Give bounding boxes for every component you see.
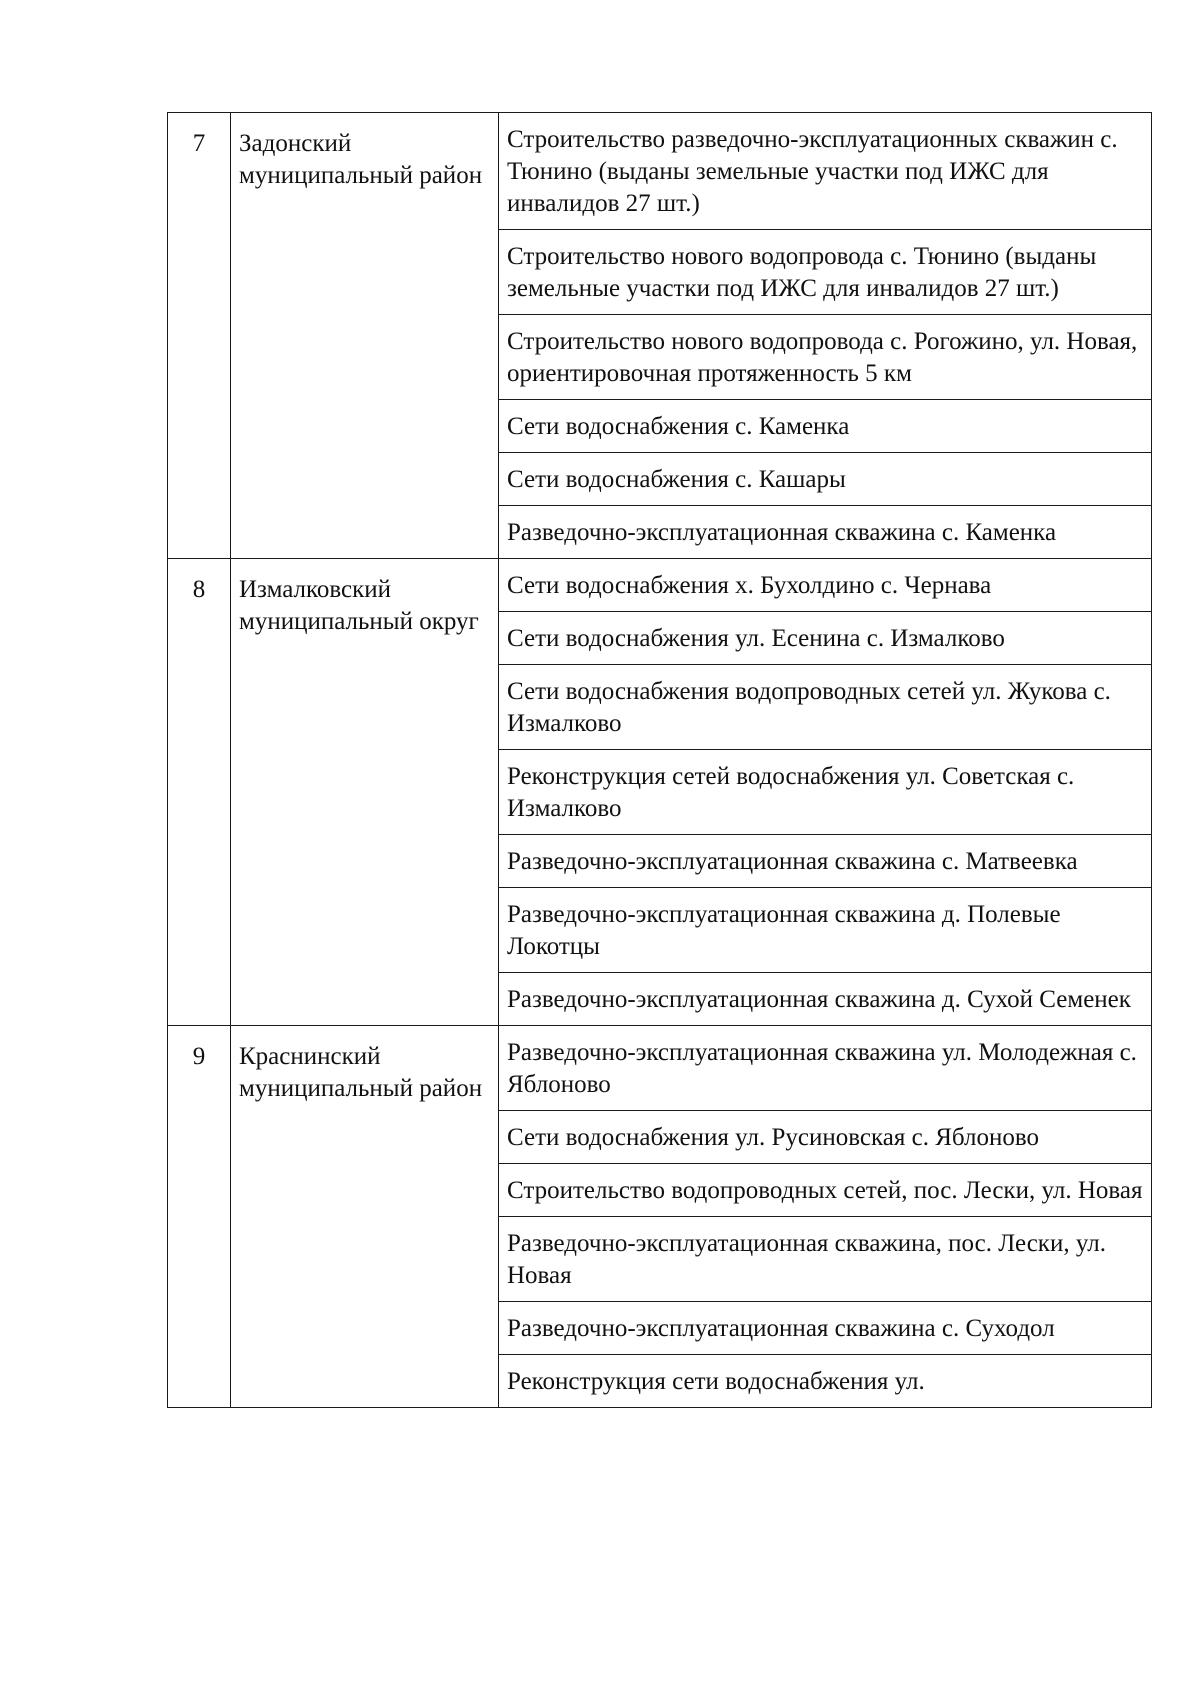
object-item: Сети водоснабжения с. Кашары bbox=[499, 453, 1152, 506]
object-item: Разведочно-эксплуатационная скважина д. Сухой Семенек bbox=[499, 973, 1152, 1026]
row-number-cell bbox=[168, 559, 231, 1026]
object-item: Сети водоснабжения водопроводных сетей ул. Жукова с. Измалково bbox=[499, 665, 1152, 750]
object-item: Реконструкция сетей водоснабжения ул. Советская с. Измалково bbox=[499, 750, 1152, 835]
object-item: Строительство нового водопровода с. Рогожино, ул. Новая, ориентировочная протяженность 5 км bbox=[499, 315, 1152, 400]
object-item: Разведочно-эксплуатационная скважина с. Каменка bbox=[499, 506, 1152, 559]
district-cell bbox=[231, 113, 499, 559]
object-item: Строительство нового водопровода с. Тюнино (выданы земельные участки под ИЖС для инвалидов 27 шт.) bbox=[499, 230, 1152, 315]
row-number-cell bbox=[168, 1026, 231, 1408]
object-item: Сети водоснабжения х. Бухолдино с. Чернава bbox=[499, 559, 1152, 612]
object-item: Сети водоснабжения с. Каменка bbox=[499, 400, 1152, 453]
district-cell bbox=[231, 559, 499, 1026]
district-name: Измалковский муниципальный округ bbox=[239, 576, 479, 635]
row-number: 7 bbox=[192, 130, 206, 157]
object-item: Разведочно-эксплуатационная скважина, пос. Лески, ул. Новая bbox=[499, 1217, 1152, 1302]
row-number: 8 bbox=[192, 576, 206, 603]
row-number-cell bbox=[168, 113, 231, 559]
object-item: Реконструкция сети водоснабжения ул. bbox=[499, 1355, 1152, 1408]
object-item: Разведочно-эксплуатационная скважина д. Полевые Локотцы bbox=[499, 888, 1152, 973]
object-item: Разведочно-эксплуатационная скважина ул. Молодежная с. Яблоново bbox=[499, 1026, 1152, 1111]
row-number: 9 bbox=[192, 1043, 206, 1070]
table-row bbox=[168, 559, 1152, 612]
district-name: Задонский муниципальный район bbox=[239, 130, 483, 189]
object-item: Разведочно-эксплуатационная скважина с. Суходол bbox=[499, 1302, 1152, 1355]
district-cell bbox=[231, 1026, 499, 1408]
object-item: Сети водоснабжения ул. Русиновская с. Яблоново bbox=[499, 1111, 1152, 1164]
table-row bbox=[168, 1026, 1152, 1111]
object-item: Разведочно-эксплуатационная скважина с. Матвеевка bbox=[499, 835, 1152, 888]
water-supply-objects-table bbox=[167, 112, 1152, 1408]
district-name: Краснинский муниципальный район bbox=[239, 1043, 483, 1102]
table-row bbox=[168, 113, 1152, 230]
object-item: Сети водоснабжения ул. Есенина с. Измалково bbox=[499, 612, 1152, 665]
object-item: Строительство разведочно-эксплуатационных скважин с. Тюнино (выданы земельные участки под ИЖС для инвалидов 27 шт.) bbox=[499, 113, 1152, 230]
object-item: Строительство водопроводных сетей, пос. Лески, ул. Новая bbox=[499, 1164, 1152, 1217]
